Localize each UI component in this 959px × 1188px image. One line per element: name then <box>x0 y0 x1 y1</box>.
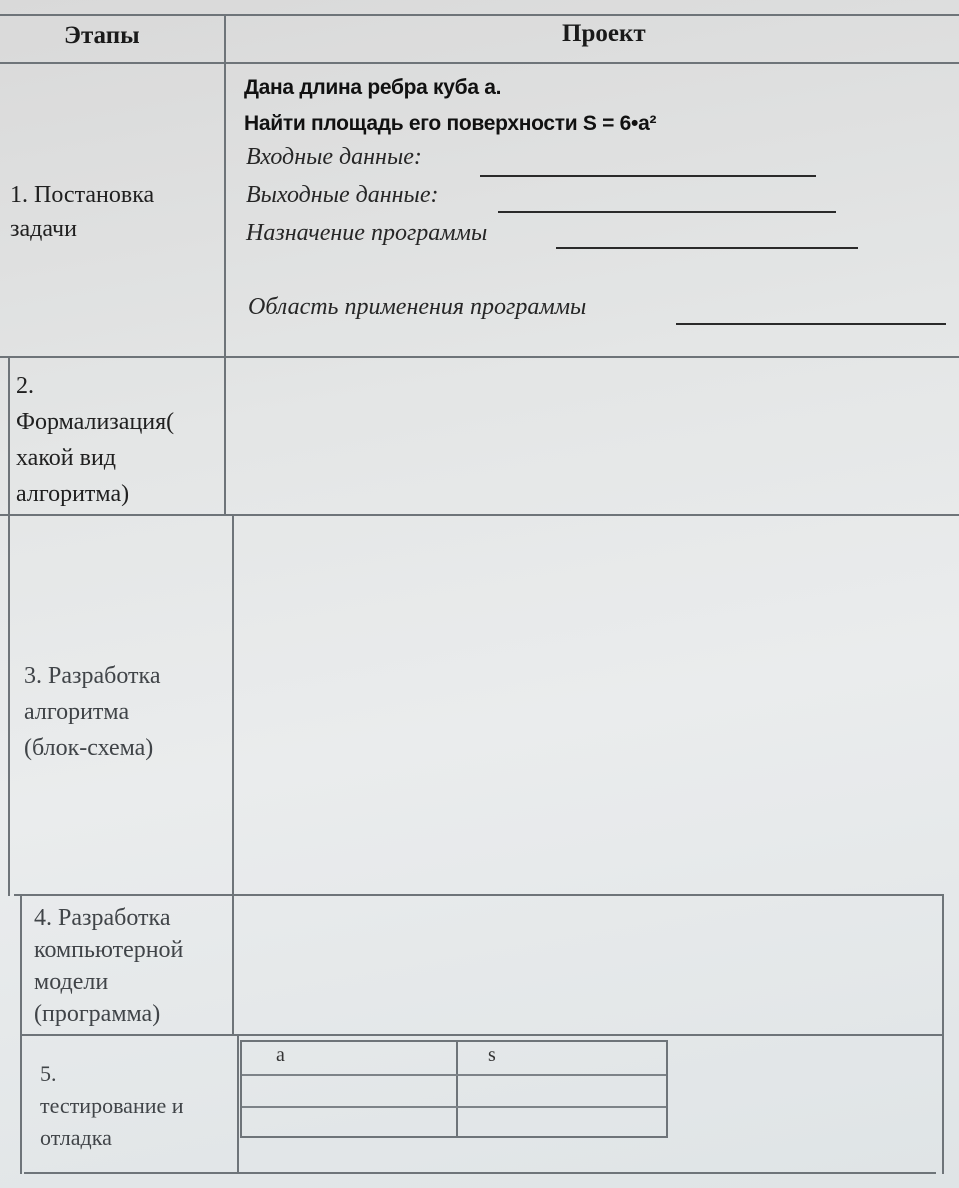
task-find-text: Найти площадь его поверхности S = 6•a² <box>244 112 657 135</box>
left-column-divider-lower <box>232 514 234 1034</box>
test-table-header-divider <box>242 1074 666 1076</box>
test-table-row-divider <box>242 1106 666 1108</box>
header-project: Проект <box>562 20 646 47</box>
left-edge-border <box>8 356 10 896</box>
program-scope-blank <box>676 322 946 325</box>
table-bottom-border <box>24 1172 936 1174</box>
left-column-divider-bottom <box>237 1034 239 1172</box>
stage-5-line-1: 5. <box>40 1061 57 1086</box>
output-data-label: Выходные данные: <box>246 182 439 208</box>
stage-4-line-1: 4. Разработка <box>34 905 171 931</box>
stage-3-line-1: 3. Разработка <box>24 663 161 689</box>
program-purpose-blank <box>556 246 858 249</box>
table-top-border <box>0 14 959 16</box>
program-purpose-label: Назначение программы <box>246 220 488 246</box>
header-bottom-border <box>0 62 959 64</box>
row1-bottom-border <box>0 356 959 358</box>
stage-2-line-1: 2. <box>16 373 34 399</box>
stage-2-line-2: Формализация( <box>16 409 175 435</box>
stage-5-label <box>40 1058 184 1154</box>
stage-4-line-2: компьютерной <box>34 937 184 963</box>
left-column-divider <box>224 14 226 514</box>
task-given-text: Дана длина ребра куба а. <box>244 76 502 99</box>
header-stages: Этапы <box>64 22 140 49</box>
stage-5-line-2: тестирование и <box>40 1093 184 1118</box>
stage-2-label <box>16 368 174 512</box>
test-table-header-a: a <box>276 1044 285 1066</box>
stage-4-line-3: модели <box>34 969 109 995</box>
input-data-blank <box>480 174 816 177</box>
right-edge-border <box>942 894 944 1174</box>
test-table <box>240 1040 668 1138</box>
stage-4-label <box>34 902 183 1030</box>
left-edge-border-bottom <box>20 894 22 1174</box>
row2-bottom-border <box>0 514 959 516</box>
stage-3-line-3: (блок-схема) <box>24 735 154 761</box>
stage-2-line-3: хакой вид <box>16 445 117 471</box>
program-scope-label: Область применения программы <box>248 294 587 320</box>
stage-1-line-2: задачи <box>10 216 77 242</box>
stage-1-label <box>10 180 154 244</box>
row4-bottom-border <box>20 1034 942 1036</box>
stage-1-line-1: 1. Постановка <box>10 182 155 208</box>
row3-bottom-border <box>14 894 944 896</box>
stage-4-line-4: (программа) <box>34 1001 161 1027</box>
input-data-label: Входные данные: <box>246 144 422 170</box>
output-data-blank <box>498 210 836 213</box>
test-table-column-divider <box>456 1042 458 1136</box>
stage-2-line-4: алгоритма) <box>16 481 130 507</box>
test-table-header-s: s <box>488 1044 496 1066</box>
stage-5-line-3: отладка <box>40 1125 112 1150</box>
stage-3-line-2: алгоритма <box>24 699 130 725</box>
stage-3-label <box>24 658 160 766</box>
